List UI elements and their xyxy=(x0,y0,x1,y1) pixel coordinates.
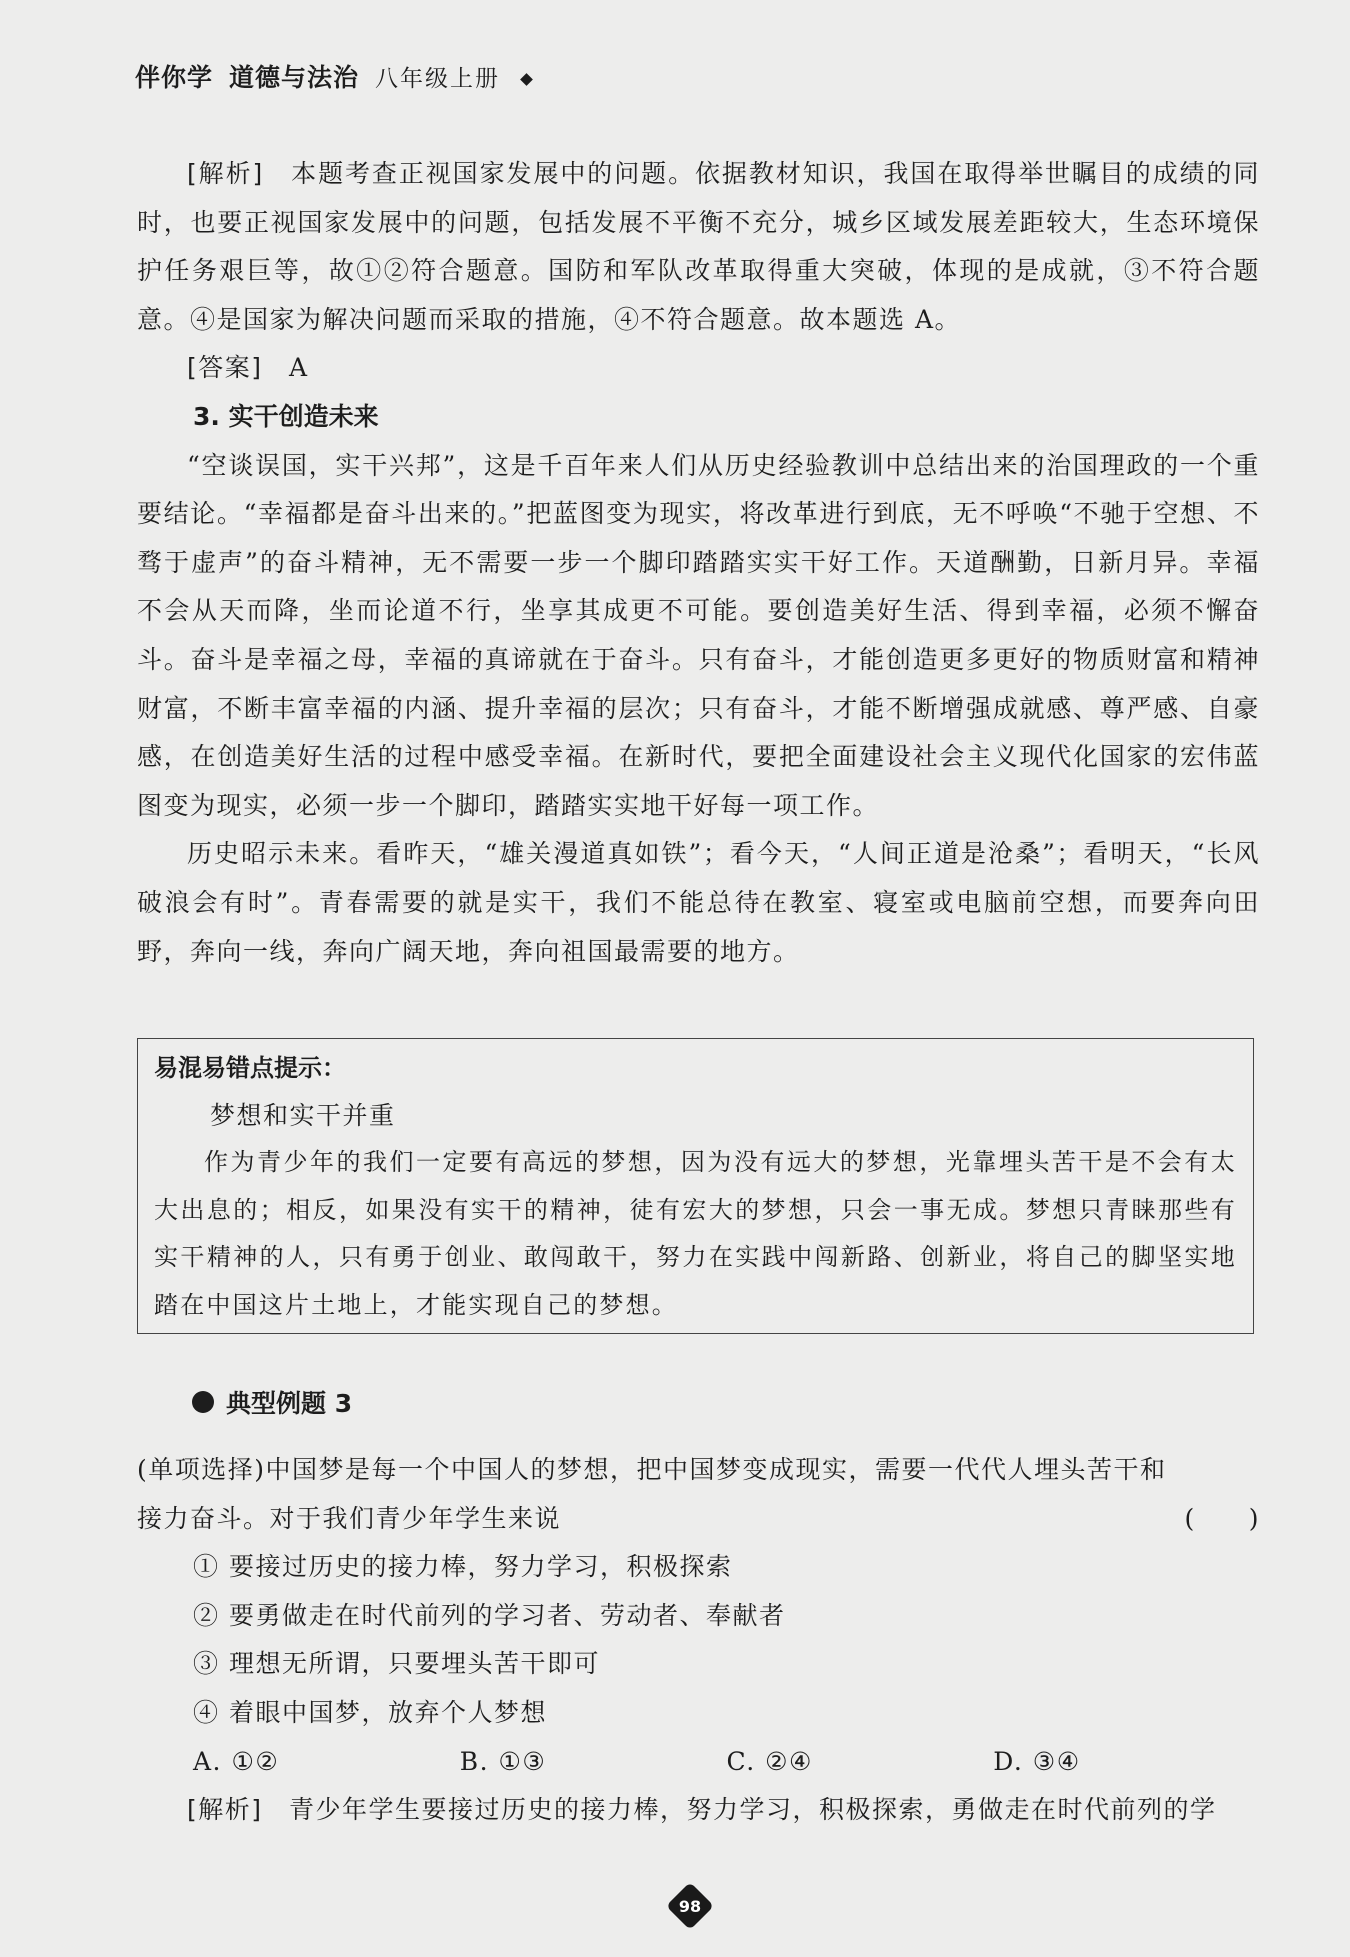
example-analysis-tag: [解析] xyxy=(187,1795,263,1825)
answer-bracket: ( ) xyxy=(1184,1503,1260,1533)
example-analysis-text: 青少年学生要接过历史的接力棒，努力学习，积极探索，勇做走在时代前列的学 xyxy=(289,1795,1217,1825)
tip-subtitle: 梦想和实干并重 xyxy=(210,1101,396,1130)
example-title-text: 典型例题 3 xyxy=(226,1389,353,1418)
page-number-badge xyxy=(664,1880,716,1932)
section-paragraph-1: “空谈误国，实干兴邦”，这是千百年来人们从历史经验教训中总结出来的治国理政的一个重要结论。“幸福都是奋斗出来的。”把蓝图变为现实，将改革进行到底，无不呼唤“不驰于空想、不骛于虚声”的奋斗精神，无不需要一步一个脚印踏踏实实干好工作。天道酬勤，日新月异。幸福不会从天而降，坐而论道不行，坐享其成更不可能。要创造美好生活、得到幸福，必须不懈奋斗。奋斗是幸福之母，幸福的真谛就在于奋斗。只有奋斗，才能创造更多更好的物质财富和精神财富，不断丰富幸福的内涵、提升幸福的层次；只有奋斗，才能不断增强成就感、尊严感、自豪感，在创造美好生活的过程中感受幸福。在新时代，要把全面建设社会主义现代化国家的宏伟蓝图变为现实，必须一步一个脚印，踏踏实实地干好每一项工作。 xyxy=(137,450,1260,820)
diamond-icon xyxy=(520,73,533,86)
question-line-1: (单项选择)中国梦是每一个中国人的梦想，把中国梦变成现实，需要一代代人埋头苦干和 xyxy=(137,1455,1167,1484)
choice-b: B. ①③ xyxy=(459,1746,547,1776)
analysis-tag: [解析] xyxy=(187,159,264,188)
choice-c: C. ②④ xyxy=(726,1746,813,1776)
question-line-2-text: 接力奋斗。对于我们青少年学生来说 xyxy=(137,1503,562,1533)
analysis-text: 本题考查正视国家发展中的问题。依据教材知识，我国在取得举世瞩目的成绩的同时，也要正视国家发展中的问题，包括发展不平衡不充分，城乡区域发展差距较大，生态环境保护任务艰巨等，故①②符合题意。国防和军队改革取得重大突破，体现的是成就，③不符合题意。④是国家为解决问题而采取的措施，④不符合题意。故本题选 A。 xyxy=(137,159,1260,334)
running-header xyxy=(135,58,531,98)
choice-d: D. ③④ xyxy=(993,1746,1081,1776)
grade-label: 八年级上册 xyxy=(375,66,501,92)
option-2: ② 要勇做走在时代前列的学习者、劳动者、奉献者 xyxy=(193,1600,786,1630)
example-analysis xyxy=(137,1786,1260,1835)
analysis-block-1 xyxy=(137,150,1260,976)
section-title: 3. 实干创造未来 xyxy=(193,401,379,431)
answer-tag: [答案] xyxy=(187,353,263,383)
option-3: ③ 理想无所谓，只要埋头苦干即可 xyxy=(193,1649,600,1679)
example-block xyxy=(137,1446,1260,1835)
tip-text: 作为青少年的我们一定要有高远的梦想，因为没有远大的梦想，光靠埋头苦干是不会有太大出息的；相反，如果没有实干的精神，徒有宏大的梦想，只会一事无成。梦想只青睐那些有实干精神的人，只有勇于创业、敢闯敢干，努力在实践中闯新路、创新业，将自己的脚坚实地踏在中国这片土地上，才能实现自己的梦想。 xyxy=(154,1148,1237,1319)
choice-a: A. ①② xyxy=(193,1746,280,1776)
bullet-dot-icon xyxy=(192,1391,214,1413)
question-line-2 xyxy=(137,1495,1260,1544)
example-title xyxy=(192,1384,352,1420)
option-1: ① 要接过历史的接力棒，努力学习，积极探索 xyxy=(193,1552,733,1582)
series-name: 伴你学 xyxy=(135,63,214,92)
answer-value: A xyxy=(289,353,309,383)
page-number: 98 xyxy=(678,1896,702,1916)
choice-row xyxy=(137,1738,1260,1787)
answer-line-1 xyxy=(137,344,1260,393)
section-paragraph-2: 历史昭示未来。看昨天，“雄关漫道真如铁”；看今天，“人间正道是沧桑”；看明天，“长风破浪会有时”。青春需要的就是实干，我们不能总待在教室、寝室或电脑前空想，而要奔向田野，奔向一线，奔向广阔天地，奔向祖国最需要的地方。 xyxy=(137,839,1260,966)
analysis-paragraph-1 xyxy=(137,150,1260,344)
option-4: ④ 着眼中国梦，放弃个人梦想 xyxy=(193,1697,547,1727)
subject-name: 道德与法治 xyxy=(229,63,360,92)
tip-title: 易混易错点提示： xyxy=(154,1054,346,1082)
tip-box xyxy=(137,1038,1254,1334)
